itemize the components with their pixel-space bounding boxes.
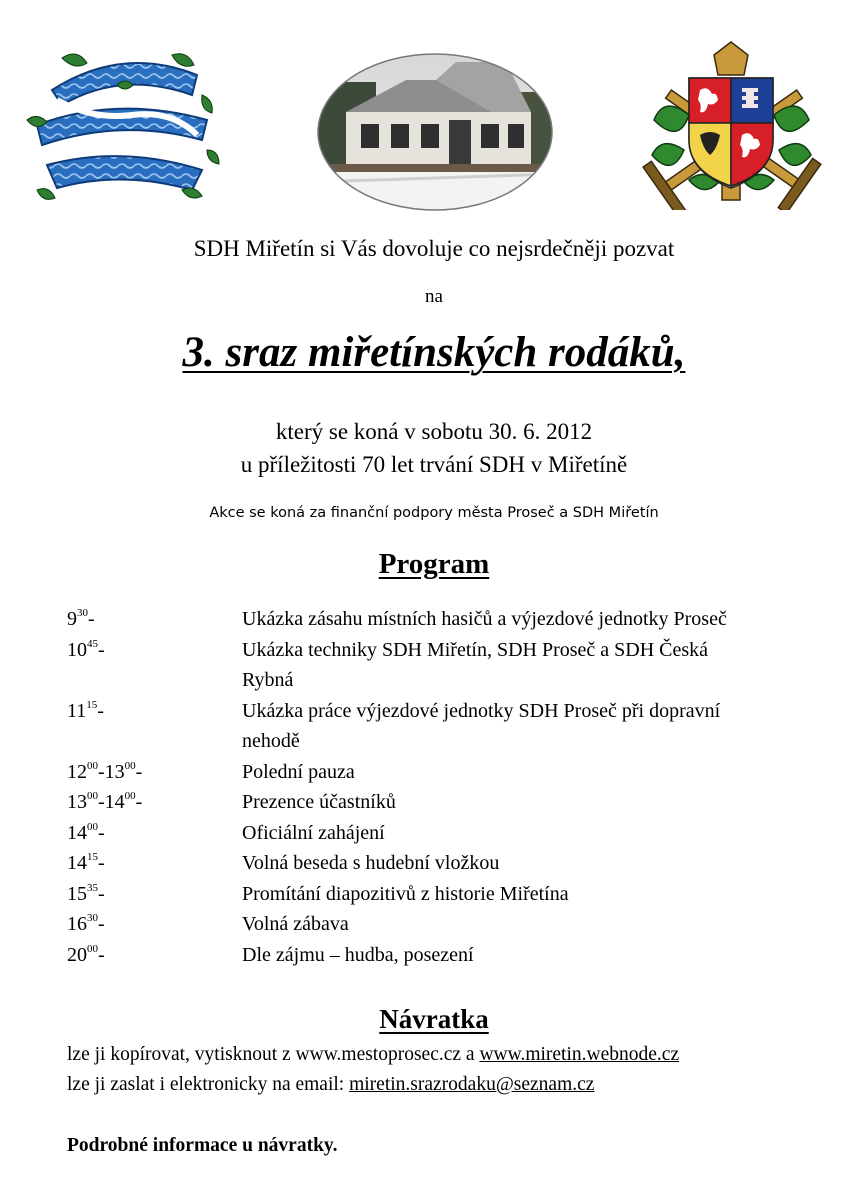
program-item — [67, 757, 827, 788]
email-note: lze ji zaslat i elektronicky na email: — [67, 1074, 350, 1095]
details-note: Podrobné informace u návratky. — [67, 1135, 338, 1156]
time-min: 30 — [87, 912, 98, 924]
return-form-line-email — [67, 1070, 847, 1100]
return-form-info — [67, 1040, 847, 1100]
time-suffix: - — [98, 913, 105, 935]
program-description: Polední pauza — [242, 760, 355, 783]
time-hour: 14 — [67, 852, 87, 874]
program-description: Promítání diapozitivů z historie Miřetína — [242, 882, 569, 905]
email-link[interactable]: miretin.srazrodaku@seznam.cz — [349, 1074, 595, 1095]
return-form-line-download — [67, 1040, 847, 1070]
time-suffix: - — [98, 882, 105, 905]
time-suffix: - — [135, 760, 143, 783]
program-description: Prezence účastníků — [242, 791, 396, 813]
time-min2: 00 — [124, 790, 136, 802]
program-time — [67, 787, 237, 818]
program-item — [67, 818, 827, 849]
program-item — [67, 848, 827, 879]
sdh-emblem-icon — [22, 40, 227, 210]
time-min: 30 — [77, 607, 88, 619]
time-min: 00 — [87, 820, 98, 833]
time-hour: 10 — [67, 638, 87, 661]
time-suffix: - — [88, 608, 95, 630]
program-item — [67, 787, 827, 818]
program-heading: Program — [378, 548, 490, 580]
time-suffix: - — [98, 852, 105, 874]
program-time — [67, 909, 237, 940]
program-item — [67, 879, 827, 910]
time-hour: 16 — [67, 913, 87, 935]
time-min2: 00 — [124, 759, 136, 772]
program-time — [67, 604, 237, 635]
return-form-heading: Návratka — [379, 1004, 489, 1034]
program-description: Ukázka techniky SDH Miřetín, SDH Proseč a SDH Česká Rybná — [242, 638, 709, 691]
time-suffix: - — [97, 699, 104, 722]
program-time — [67, 818, 237, 849]
event-title: 3. sraz miřetínských rodáků, — [182, 329, 686, 376]
invitation-line: SDH Miřetín si Vás dovoluje co nejsrdečněji pozvat — [193, 236, 675, 261]
time-hour: 14 — [67, 821, 87, 844]
time-hour: 12 — [67, 760, 87, 783]
time-hour: 15 — [67, 882, 87, 905]
time-min: 00 — [87, 790, 98, 802]
program-time — [67, 940, 237, 971]
invitation-connector: na — [425, 286, 443, 307]
fire-brigade-crest-icon — [634, 40, 828, 210]
program-time — [67, 696, 237, 727]
program-item — [67, 604, 827, 635]
sponsor-note: Akce se koná za finanční podpory města Proseč a SDH Miřetín — [209, 505, 659, 521]
program-description: Ukázka práce výjezdové jednotky SDH Proseč při dopravní nehodě — [242, 699, 721, 752]
program-list — [67, 604, 827, 970]
time-min: 45 — [87, 637, 98, 650]
time-suffix: - — [135, 791, 143, 813]
website-link[interactable]: www.miretin.webnode.cz — [479, 1044, 680, 1065]
time-hour2: -13 — [98, 760, 125, 783]
event-date-line: který se koná v sobotu 30. 6. 2012 — [275, 419, 593, 444]
program-description: Volná beseda s hudební vložkou — [242, 852, 500, 874]
program-time — [67, 757, 237, 788]
time-hour2: -14 — [98, 791, 125, 813]
time-suffix: - — [98, 821, 105, 844]
event-occasion-line: u příležitosti 70 let trvání SDH v Miřetíně — [240, 452, 628, 477]
time-hour: 20 — [67, 943, 87, 966]
program-item — [67, 940, 827, 971]
time-min: 15 — [87, 851, 98, 863]
time-suffix: - — [98, 943, 105, 966]
program-time — [67, 848, 237, 879]
time-min: 15 — [86, 698, 98, 711]
program-description: Oficiální zahájení — [242, 821, 385, 844]
time-suffix: - — [98, 638, 105, 661]
program-item — [67, 696, 827, 757]
program-time — [67, 879, 237, 910]
time-hour: 11 — [67, 699, 87, 722]
firehouse-photo — [316, 52, 554, 212]
time-min: 35 — [87, 881, 98, 894]
download-note: lze ji kopírovat, vytisknout z www.mestoprosec.cz a — [67, 1044, 480, 1065]
program-description: Ukázka zásahu místních hasičů a výjezdové jednotky Proseč — [242, 608, 727, 630]
program-item — [67, 909, 827, 940]
program-description: Dle zájmu – hudba, posezení — [242, 943, 474, 966]
program-description: Volná zábava — [242, 913, 349, 935]
time-min: 00 — [87, 942, 98, 955]
time-min: 00 — [87, 759, 98, 772]
time-hour: 13 — [67, 791, 87, 813]
program-time — [67, 635, 237, 666]
program-item — [67, 635, 827, 696]
time-hour: 9 — [67, 608, 77, 630]
